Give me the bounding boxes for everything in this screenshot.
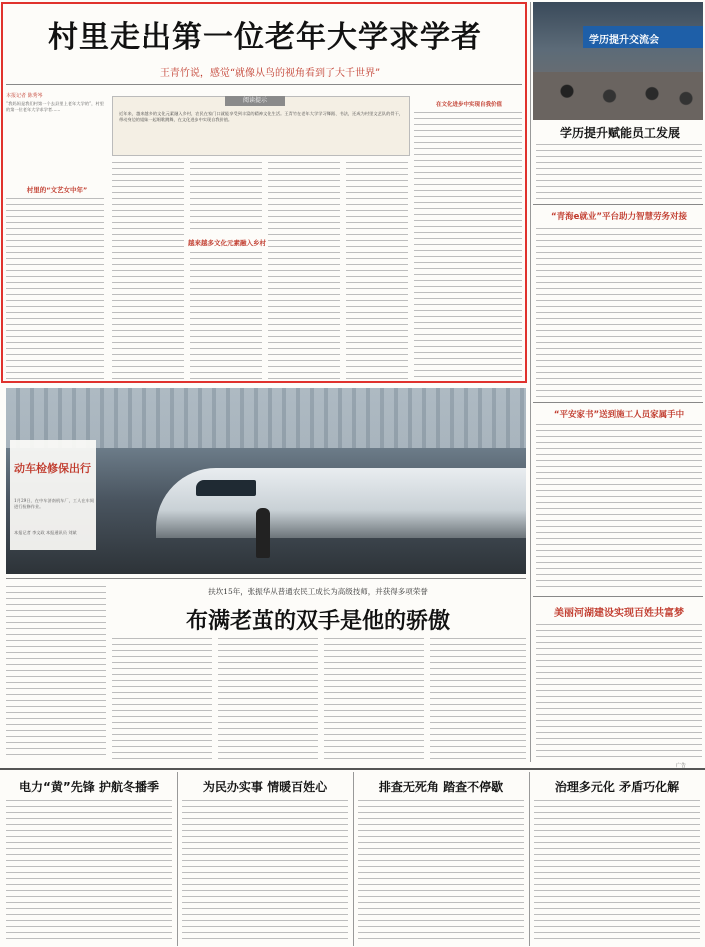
text-block	[6, 798, 172, 944]
divider	[6, 84, 522, 85]
text-block	[6, 196, 104, 382]
divider	[533, 596, 703, 597]
worker	[256, 508, 270, 558]
center-headline: 布满老茧的双手是他的骄傲	[185, 609, 450, 634]
text-block	[182, 798, 348, 944]
bottom-headline-4: 治理多元化 矛盾巧化解	[554, 780, 680, 794]
text-block	[536, 142, 702, 200]
text-block	[358, 798, 524, 944]
right-headline-2: “平安家书”送到施工人员家属手中	[553, 410, 685, 420]
text-block	[218, 636, 318, 760]
audience	[533, 72, 703, 120]
ad-label: 广告	[676, 763, 687, 769]
main-subheadline: 王青竹说，感觉“就像从鸟的视角看到了大千世界”	[159, 68, 381, 79]
bottom-headline-2: 为民办实事 情暖百姓心	[202, 780, 328, 794]
photo-credit: 本报记者 李文政 本报通讯员 刘斌	[14, 530, 77, 535]
bottom-headline-1: 电力“黄”先锋 护航冬播季	[19, 780, 159, 794]
text-block	[536, 226, 702, 398]
divider	[6, 578, 526, 579]
subhead-village: 村里的“文艺女中年”	[26, 186, 88, 194]
text-block	[6, 584, 106, 760]
right-top-headline: 学历提升赋能员工发展	[559, 126, 680, 140]
byline: 本报记者 陈秀岑	[6, 93, 43, 99]
column-separator	[353, 772, 354, 946]
divider	[533, 402, 703, 403]
text-block	[324, 636, 424, 760]
workshop-roof	[6, 388, 526, 448]
main-headline: 村里走出第一位老年大学求学者	[48, 20, 482, 55]
column-separator	[529, 772, 530, 946]
text-block	[112, 160, 184, 382]
text-block	[534, 798, 700, 944]
reading-prompt-label: 阅读提示	[225, 96, 285, 106]
right-headline-3: 美丽河湖建设实现百姓共富梦	[554, 608, 684, 619]
text-block	[112, 636, 212, 760]
text-block	[536, 622, 702, 762]
banner-text: 学历提升交流会	[589, 35, 659, 46]
right-headline-1: “青海e就业”平台助力智慧劳务对接	[551, 212, 687, 222]
subhead-culture: 越来越多文化元素融入乡村	[188, 239, 266, 247]
text-block	[536, 422, 702, 592]
training-photo	[533, 2, 703, 120]
center-kicker: 扶坎15年，张振华从普通农民工成长为高级技师，并获得多项荣誉	[208, 587, 428, 596]
train-window	[196, 480, 256, 496]
photo-title: 动车检修保出行	[14, 462, 91, 475]
text-block	[190, 160, 262, 230]
photo-caption-box	[10, 440, 96, 550]
text-block	[430, 636, 526, 760]
column-separator	[177, 772, 178, 946]
photo-caption: 1月29日，在中车济南机车厂，工人在车间进行检修作业。	[14, 498, 94, 510]
train-body	[156, 468, 526, 538]
reading-prompt	[112, 96, 410, 156]
text-block	[268, 160, 340, 382]
kicker: 在文化进步中实现自我价值	[435, 102, 502, 108]
text-block	[346, 160, 408, 382]
divider	[533, 204, 703, 205]
reading-prompt-text: 近年来，越来越多的文化元素融入乡村，农民在家门口就能享受到丰富的精神文化生活。王青竹在老年大学学习舞蹈、书法，还成为村里文艺队的骨干，带动身边的姐妹一起唱歌跳舞，在文化进步中实现自我价值。	[119, 111, 403, 123]
divider	[0, 768, 705, 770]
column-separator	[530, 2, 531, 762]
text-block	[190, 250, 262, 382]
bottom-headline-3: 排查无死角 踏查不停歇	[378, 780, 504, 794]
text-block	[414, 110, 522, 382]
lead-text: “我妈妈是我们村第一个去县里上老年大学的”，村里的第一位老年大学求学者……	[6, 101, 104, 113]
